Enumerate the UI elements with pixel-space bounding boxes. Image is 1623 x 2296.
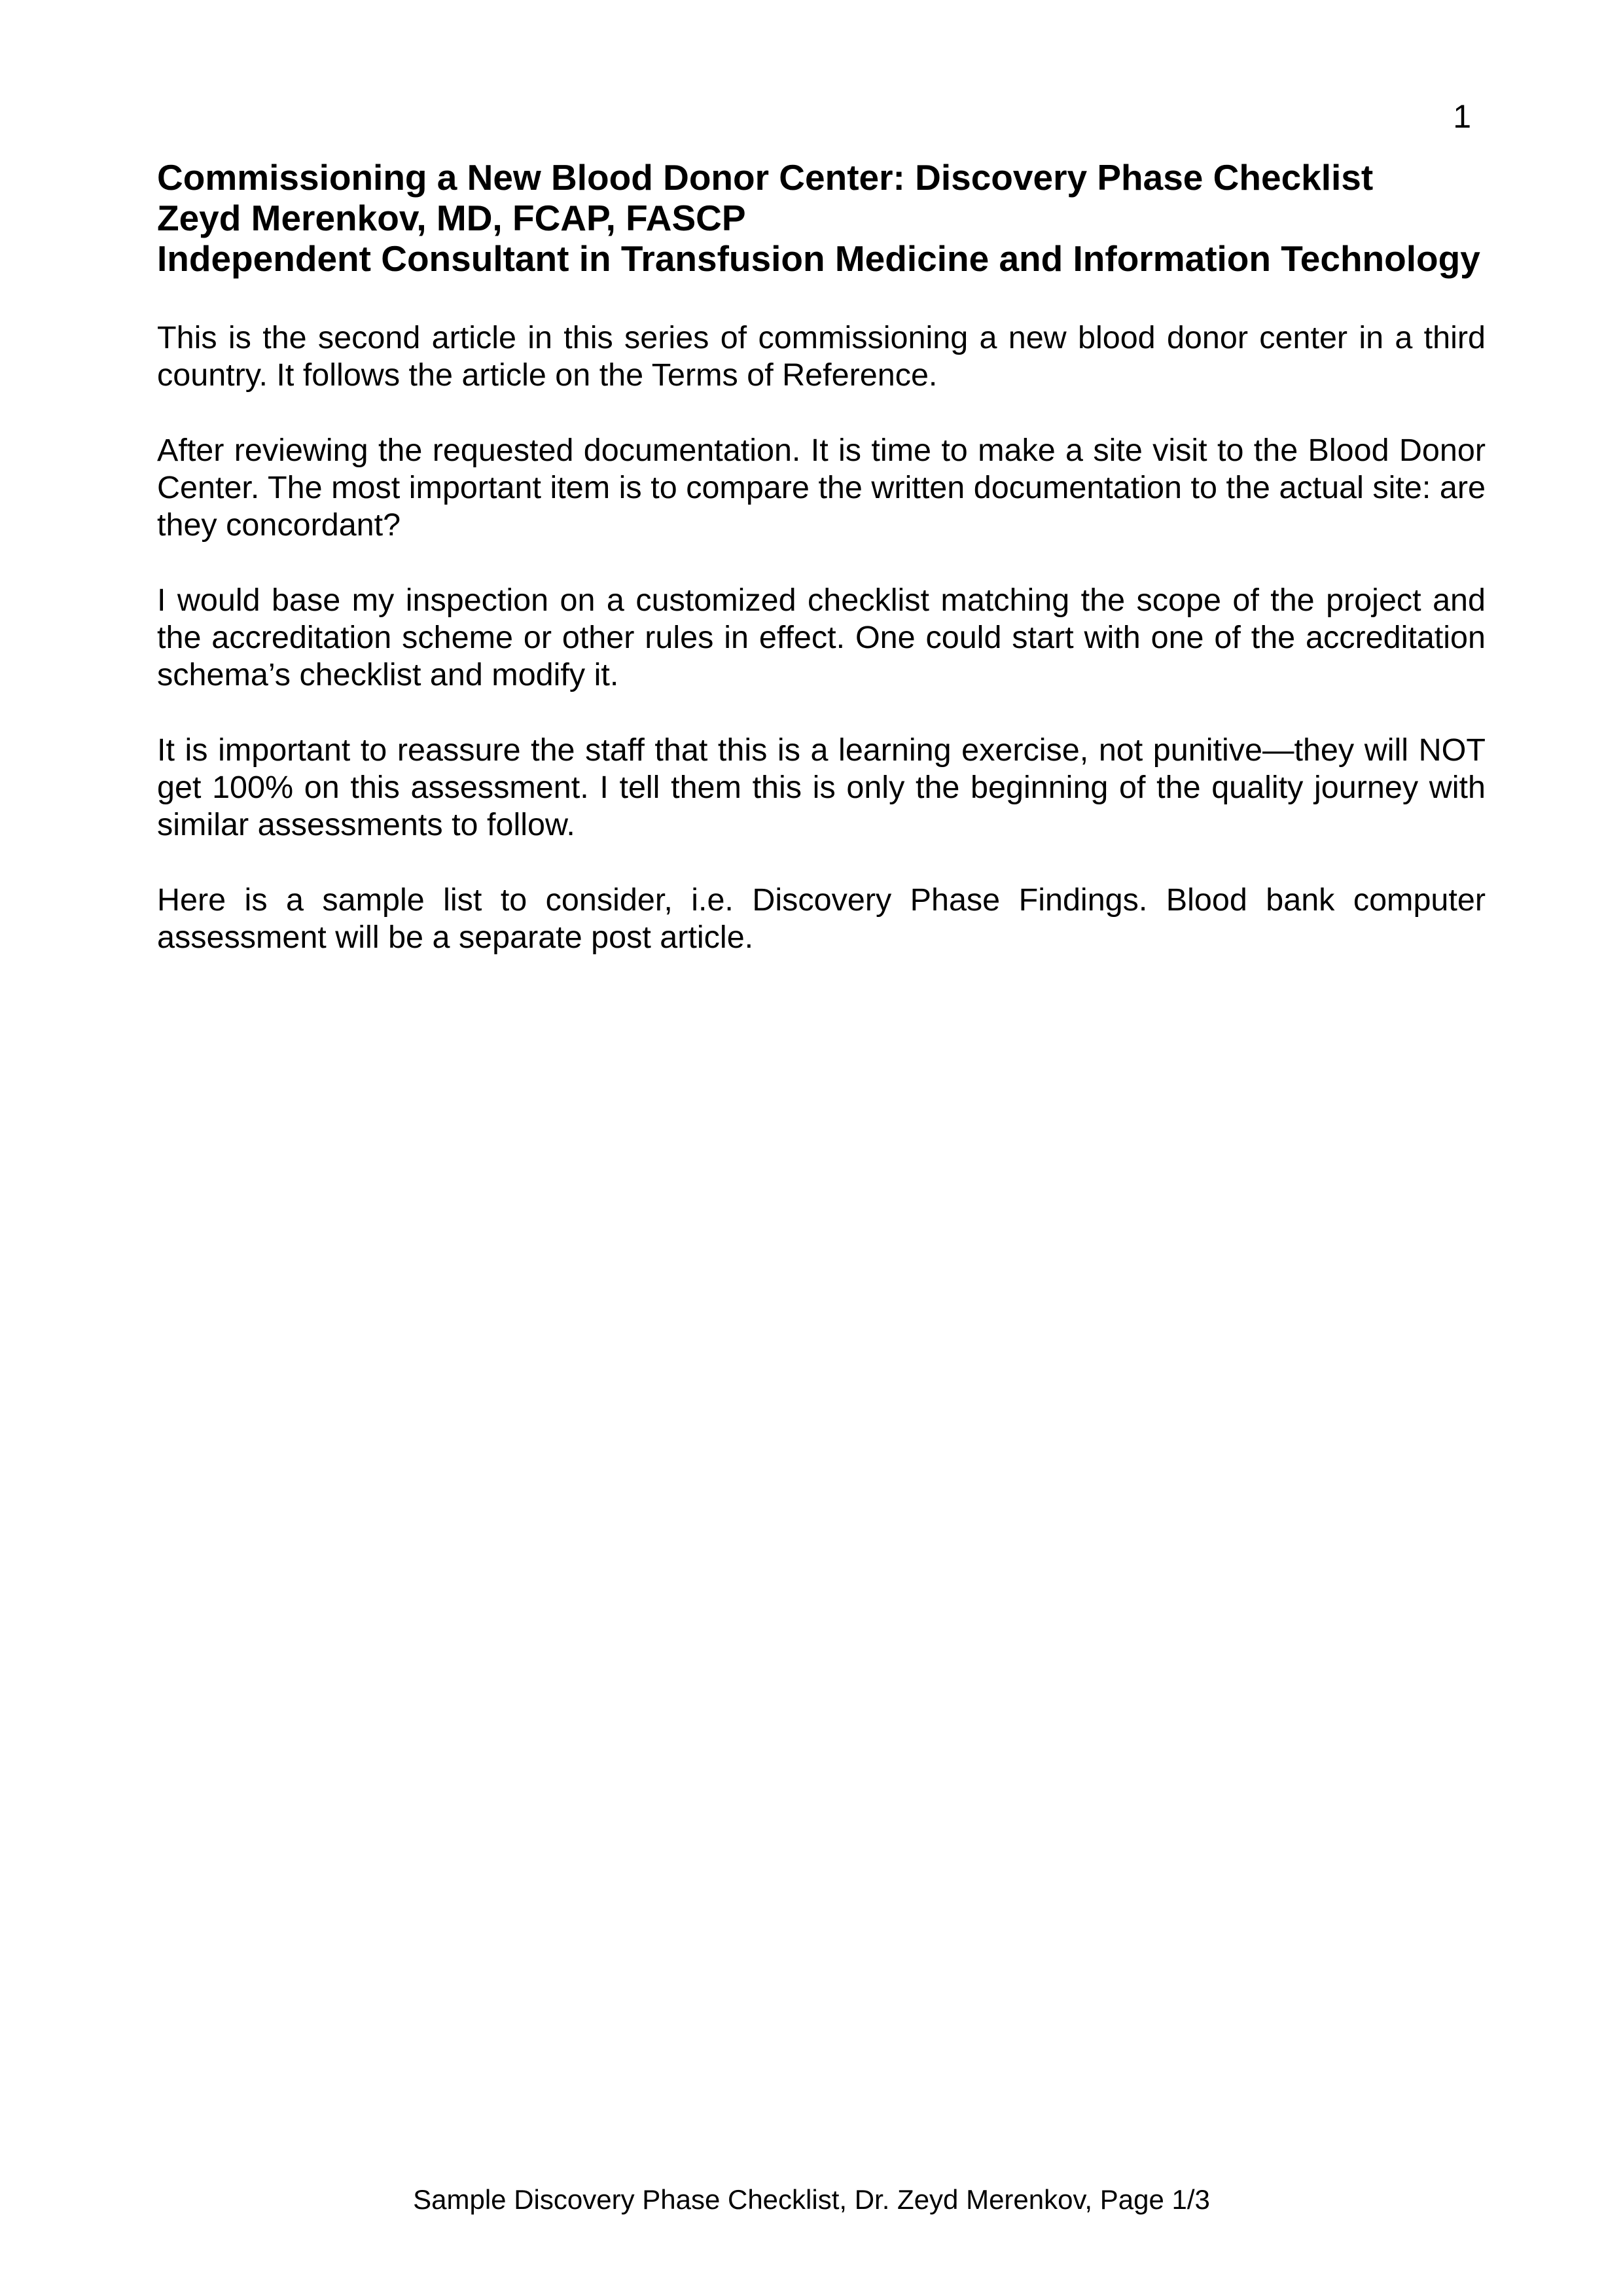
paragraph-4: It is important to reassure the staff that this is a learning exercise, not punitive—they will NOT get 100% on this assessment. I tell them this is only the beginning of the quality journey with similar assessments to follow. — [157, 732, 1486, 842]
author-line: Zeyd Merenkov, MD, FCAP, FASCP — [157, 198, 746, 238]
document-body — [157, 319, 1486, 994]
paragraph-3: I would base my inspection on a customized checklist matching the scope of the project and the accreditation scheme or other rules in effect. One could start with one of the accreditation schema’s checklist and modify it. — [157, 583, 1486, 692]
paragraph-2: After reviewing the requested documentation. It is time to make a site visit to the Blood Donor Center. The most important item is to compare the written documentation to the actual site: are they concordant? — [157, 433, 1486, 543]
affiliation-line: Independent Consultant in Transfusion Medicine and Information Technology — [157, 238, 1480, 279]
document-title: Commissioning a New Blood Donor Center: Discovery Phase Checklist — [157, 157, 1374, 198]
paragraph-1: This is the second article in this series of commissioning a new blood donor center in a third country. It follows the article on the Terms of Reference. — [157, 320, 1486, 393]
document-header — [157, 157, 1486, 279]
paragraph-5: Here is a sample list to consider, i.e. Discovery Phase Findings. Blood bank computer assessment will be a separate post article. — [157, 882, 1486, 955]
page-number: 1 — [1453, 98, 1471, 135]
page-footer: Sample Discovery Phase Checklist, Dr. Zeyd Merenkov, Page 1/3 — [413, 2184, 1210, 2215]
